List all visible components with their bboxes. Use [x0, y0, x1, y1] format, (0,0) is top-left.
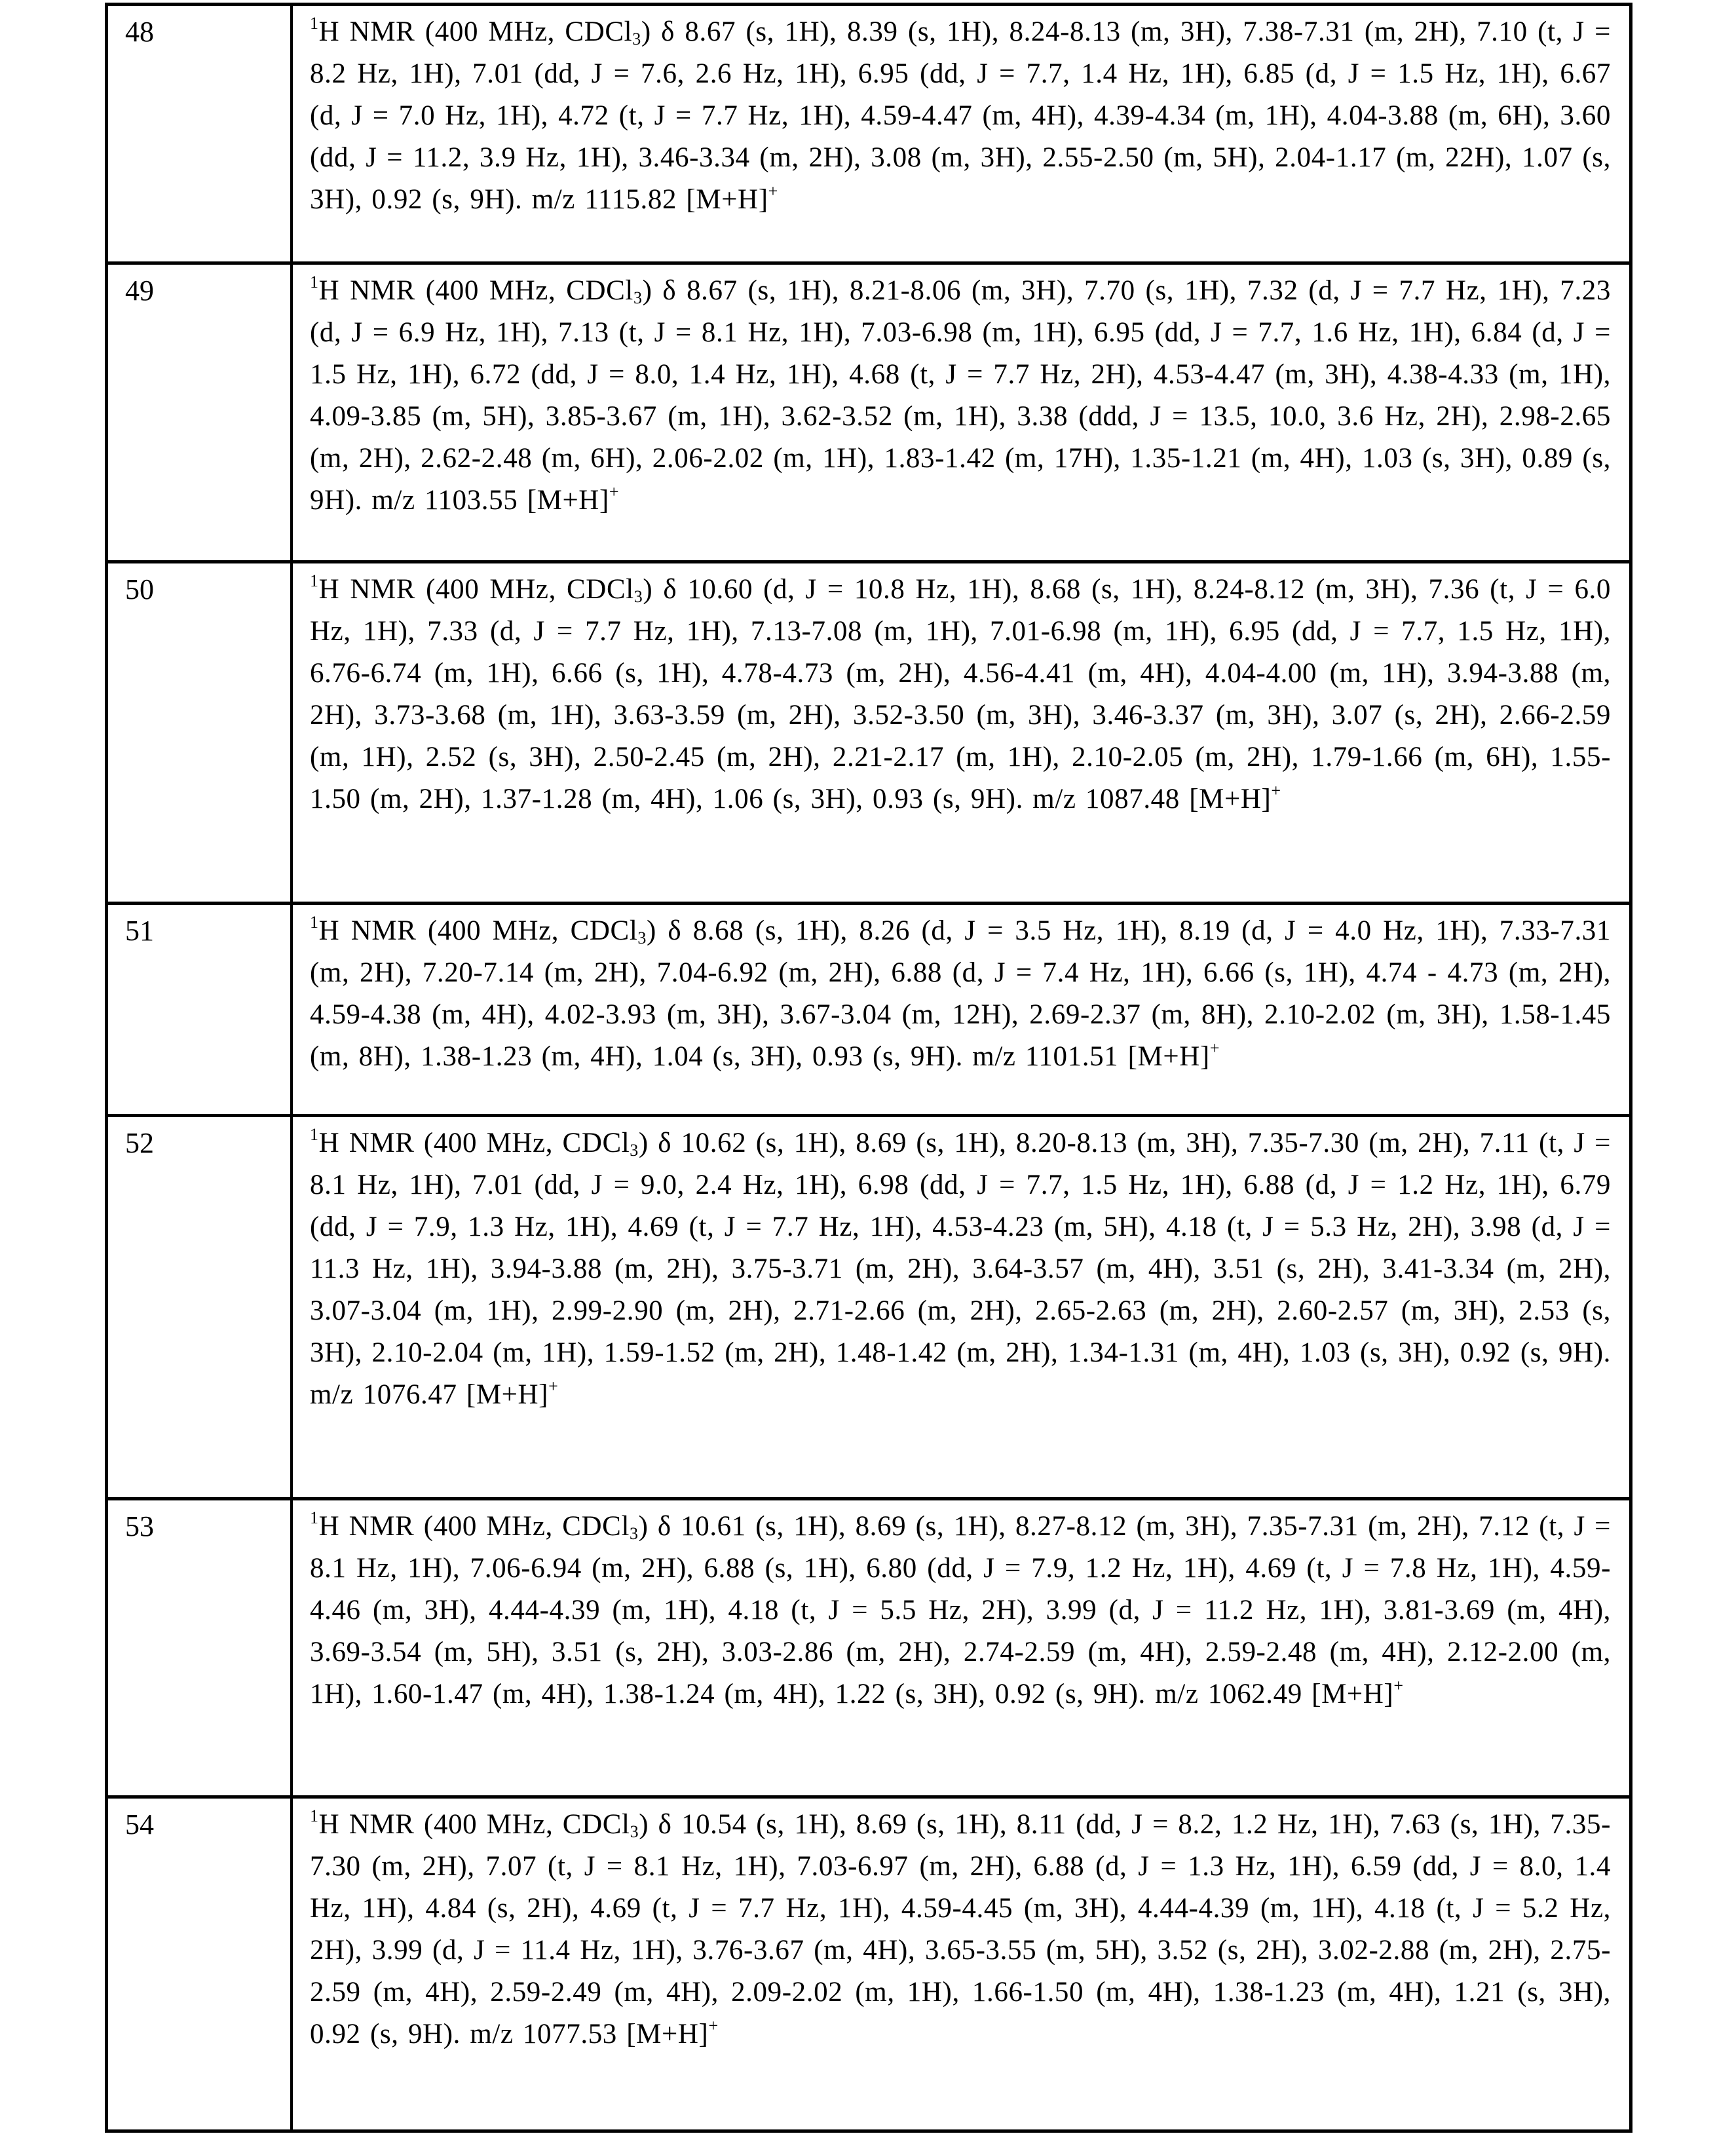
- compound-number: 51: [108, 905, 293, 1114]
- nmr-data-cell: [293, 563, 1629, 902]
- compound-number: 53: [108, 1500, 293, 1795]
- charge-superscript: +: [708, 2016, 719, 2035]
- table-row: [108, 6, 1629, 261]
- nmr-peaks: ) δ 8.67 (s, 1H), 8.39 (s, 1H), 8.24-8.13 (m, 3H), 7.38-7.31 (m, 2H), 7.10 (t, J = 8.2 Hz, 1H), 7.01 (dd, J = 7.6, 2.6 Hz, 1H), 6.95 (dd, J = 7.7, 1.4 Hz, 1H), 6.85 (d, J = 1.5 Hz, 1H), 6.67 (d, J = 7.0 Hz, 1H), 4.72 (t, J = 7.7 Hz, 1H), 4.59-4.47 (m, 4H), 4.39-4.34 (m, 1H), 4.04-3.88 (m, 6H), 3.60 (dd, J = 11.2, 3.9 Hz, 1H), 3.46-3.34 (m, 2H), 3.08 (m, 3H), 2.55-2.50 (m, 5H), 2.04-1.17 (m, 22H), 1.07 (s, 3H), 0.92 (s, 9H). m/z 1115.82 [M+H]: [310, 16, 1611, 215]
- solvent-subscript: 3: [630, 1822, 639, 1841]
- charge-superscript: +: [548, 1377, 559, 1396]
- isotope-superscript: 1: [310, 1125, 319, 1144]
- nmr-prefix: H NMR (400 MHz, CDCl: [318, 1511, 630, 1542]
- charge-superscript: +: [1209, 1039, 1220, 1058]
- compound-number: 52: [108, 1117, 293, 1497]
- nmr-peaks: ) δ 10.62 (s, 1H), 8.69 (s, 1H), 8.20-8.13 (m, 3H), 7.35-7.30 (m, 2H), 7.11 (t, J = 8.1 Hz, 1H), 7.01 (dd, J = 9.0, 2.4 Hz, 1H), 6.98 (dd, J = 7.7, 1.5 Hz, 1H), 6.88 (d, J = 1.2 Hz, 1H), 6.79 (dd, J = 7.9, 1.3 Hz, 1H), 4.69 (t, J = 7.7 Hz, 1H), 4.53-4.23 (m, 5H), 4.18 (t, J = 5.3 Hz, 2H), 3.98 (d, J = 11.3 Hz, 1H), 3.94-3.88 (m, 2H), 3.75-3.71 (m, 2H), 3.64-3.57 (m, 4H), 3.51 (s, 2H), 3.41-3.34 (m, 2H), 3.07-3.04 (m, 1H), 2.99-2.90 (m, 2H), 2.71-2.66 (m, 2H), 2.65-2.63 (m, 2H), 2.60-2.57 (m, 3H), 2.53 (s, 3H), 2.10-2.04 (m, 1H), 1.59-1.52 (m, 2H), 1.48-1.42 (m, 2H), 1.34-1.31 (m, 4H), 1.03 (s, 3H), 0.92 (s, 9H). m/z 1076.47 [M+H]: [310, 1128, 1611, 1410]
- compound-number: 50: [108, 563, 293, 902]
- nmr-data-cell: [293, 1799, 1629, 2133]
- nmr-prefix: H NMR (400 MHz, CDCl: [318, 275, 633, 306]
- solvent-subscript: 3: [633, 587, 643, 606]
- nmr-prefix: H NMR (400 MHz, CDCl: [318, 1128, 630, 1158]
- table-row: [108, 1114, 1629, 1497]
- nmr-data-cell: [293, 1117, 1629, 1497]
- compound-number: 49: [108, 265, 293, 560]
- isotope-superscript: 1: [310, 273, 319, 292]
- nmr-data-table: [105, 3, 1632, 2133]
- nmr-data-cell: [293, 905, 1629, 1114]
- charge-superscript: +: [1393, 1676, 1404, 1695]
- solvent-subscript: 3: [637, 928, 647, 947]
- compound-number: 54: [108, 1799, 293, 2133]
- nmr-data-cell: [293, 6, 1629, 261]
- charge-superscript: +: [1271, 781, 1281, 800]
- table-row: [108, 1497, 1629, 1795]
- table-row: [108, 1795, 1629, 2133]
- nmr-peaks: ) δ 10.60 (d, J = 10.8 Hz, 1H), 8.68 (s, 1H), 8.24-8.12 (m, 3H), 7.36 (t, J = 6.0 Hz, 1H), 7.33 (d, J = 7.7 Hz, 1H), 7.13-7.08 (m, 1H), 7.01-6.98 (m, 1H), 6.95 (dd, J = 7.7, 1.5 Hz, 1H), 6.76-6.74 (m, 1H), 6.66 (s, 1H), 4.78-4.73 (m, 2H), 4.56-4.41 (m, 4H), 4.04-4.00 (m, 1H), 3.94-3.88 (m, 2H), 3.73-3.68 (m, 1H), 3.63-3.59 (m, 2H), 3.52-3.50 (m, 3H), 3.46-3.37 (m, 3H), 3.07 (s, 2H), 2.66-2.59 (m, 1H), 2.52 (s, 3H), 2.50-2.45 (m, 2H), 2.21-2.17 (m, 1H), 2.10-2.05 (m, 2H), 1.79-1.66 (m, 6H), 1.55-1.50 (m, 2H), 1.37-1.28 (m, 4H), 1.06 (s, 3H), 0.93 (s, 9H). m/z 1087.48 [M+H]: [310, 574, 1611, 814]
- charge-superscript: +: [768, 181, 778, 200]
- isotope-superscript: 1: [310, 14, 319, 33]
- nmr-peaks: ) δ 8.68 (s, 1H), 8.26 (d, J = 3.5 Hz, 1H), 8.19 (d, J = 4.0 Hz, 1H), 7.33-7.31 (m, 2H), 7.20-7.14 (m, 2H), 7.04-6.92 (m, 2H), 6.88 (d, J = 7.4 Hz, 1H), 6.66 (s, 1H), 4.74 - 4.73 (m, 2H), 4.59-4.38 (m, 4H), 4.02-3.93 (m, 3H), 3.67-3.04 (m, 12H), 2.69-2.37 (m, 8H), 2.10-2.02 (m, 3H), 1.58-1.45 (m, 8H), 1.38-1.23 (m, 4H), 1.04 (s, 3H), 0.93 (s, 9H). m/z 1101.51 [M+H]: [310, 915, 1611, 1072]
- isotope-superscript: 1: [310, 1806, 319, 1825]
- nmr-data-cell: [293, 265, 1629, 560]
- isotope-superscript: 1: [310, 913, 319, 932]
- solvent-subscript: 3: [633, 288, 643, 307]
- nmr-prefix: H NMR (400 MHz, CDCl: [318, 16, 633, 47]
- table-row: [108, 261, 1629, 560]
- solvent-subscript: 3: [630, 1524, 639, 1543]
- nmr-prefix: H NMR (400 MHz, CDCl: [318, 574, 634, 605]
- nmr-prefix: H NMR (400 MHz, CDCl: [318, 1809, 630, 1840]
- isotope-superscript: 1: [310, 1508, 319, 1527]
- compound-number: 48: [108, 6, 293, 261]
- nmr-peaks: ) δ 10.54 (s, 1H), 8.69 (s, 1H), 8.11 (dd, J = 8.2, 1.2 Hz, 1H), 7.63 (s, 1H), 7.35-7.30 (m, 2H), 7.07 (t, J = 8.1 Hz, 1H), 7.03-6.97 (m, 2H), 6.88 (d, J = 1.3 Hz, 1H), 6.59 (dd, J = 8.0, 1.4 Hz, 1H), 4.84 (s, 2H), 4.69 (t, J = 7.7 Hz, 1H), 4.59-4.45 (m, 3H), 4.44-4.39 (m, 1H), 4.18 (t, J = 5.2 Hz, 2H), 3.99 (d, J = 11.4 Hz, 1H), 3.76-3.67 (m, 4H), 3.65-3.55 (m, 5H), 3.52 (s, 2H), 3.02-2.88 (m, 2H), 2.75-2.59 (m, 4H), 2.59-2.49 (m, 4H), 2.09-2.02 (m, 1H), 1.66-1.50 (m, 4H), 1.38-1.23 (m, 4H), 1.21 (s, 3H), 0.92 (s, 9H). m/z 1077.53 [M+H]: [310, 1809, 1612, 2050]
- nmr-data-cell: [293, 1500, 1629, 1795]
- solvent-subscript: 3: [632, 29, 641, 48]
- charge-superscript: +: [609, 482, 620, 501]
- table-row: [108, 560, 1629, 902]
- isotope-superscript: 1: [310, 571, 319, 590]
- nmr-prefix: H NMR (400 MHz, CDCl: [318, 915, 638, 946]
- table-row: [108, 902, 1629, 1114]
- nmr-peaks: ) δ 10.61 (s, 1H), 8.69 (s, 1H), 8.27-8.12 (m, 3H), 7.35-7.31 (m, 2H), 7.12 (t, J = 8.1 Hz, 1H), 7.06-6.94 (m, 2H), 6.88 (s, 1H), 6.80 (dd, J = 7.9, 1.2 Hz, 1H), 4.69 (t, J = 7.8 Hz, 1H), 4.59-4.46 (m, 3H), 4.44-4.39 (m, 1H), 4.18 (t, J = 5.5 Hz, 2H), 3.99 (d, J = 11.2 Hz, 1H), 3.81-3.69 (m, 4H), 3.69-3.54 (m, 5H), 3.51 (s, 2H), 3.03-2.86 (m, 2H), 2.74-2.59 (m, 4H), 2.59-2.48 (m, 4H), 2.12-2.00 (m, 1H), 1.60-1.47 (m, 4H), 1.38-1.24 (m, 4H), 1.22 (s, 3H), 0.92 (s, 9H). m/z 1062.49 [M+H]: [310, 1511, 1611, 1709]
- nmr-peaks: ) δ 8.67 (s, 1H), 8.21-8.06 (m, 3H), 7.70 (s, 1H), 7.32 (d, J = 7.7 Hz, 1H), 7.23 (d, J = 6.9 Hz, 1H), 7.13 (t, J = 8.1 Hz, 1H), 7.03-6.98 (m, 1H), 6.95 (dd, J = 7.7, 1.6 Hz, 1H), 6.84 (d, J = 1.5 Hz, 1H), 6.72 (dd, J = 8.0, 1.4 Hz, 1H), 4.68 (t, J = 7.7 Hz, 2H), 4.53-4.47 (m, 3H), 4.38-4.33 (m, 1H), 4.09-3.85 (m, 5H), 3.85-3.67 (m, 1H), 3.62-3.52 (m, 1H), 3.38 (ddd, J = 13.5, 10.0, 3.6 Hz, 2H), 2.98-2.65 (m, 2H), 2.62-2.48 (m, 6H), 2.06-2.02 (m, 1H), 1.83-1.42 (m, 17H), 1.35-1.21 (m, 4H), 1.03 (s, 3H), 0.89 (s, 9H). m/z 1103.55 [M+H]: [310, 275, 1611, 516]
- solvent-subscript: 3: [630, 1141, 639, 1160]
